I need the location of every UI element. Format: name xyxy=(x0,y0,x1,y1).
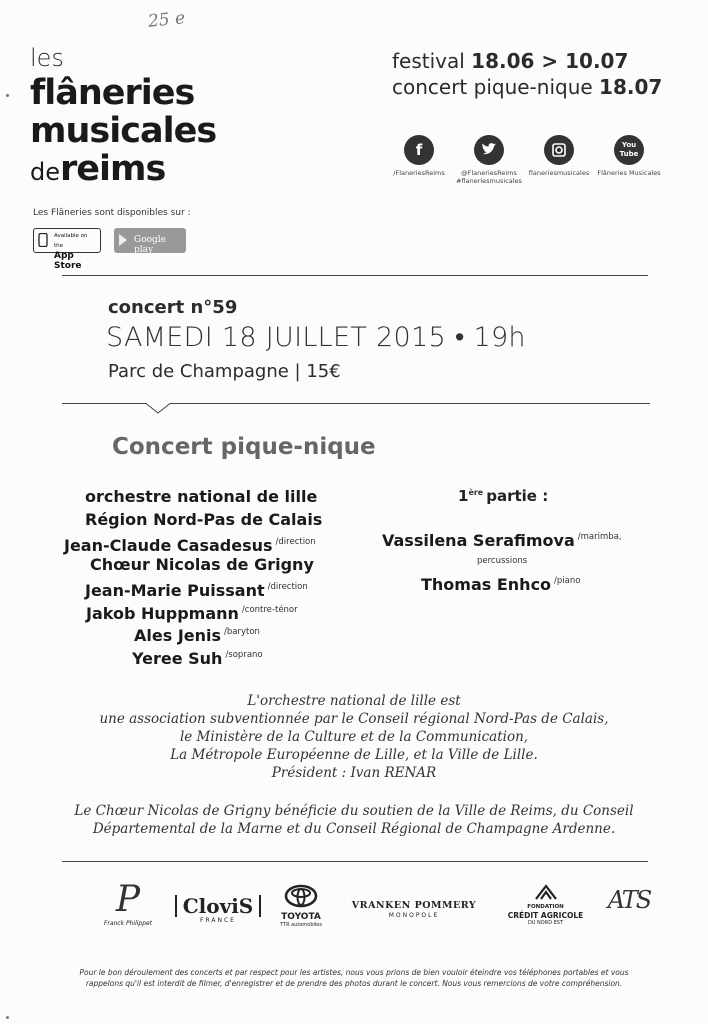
philippet-monogram: P xyxy=(115,879,141,920)
philippet-name: Franck Philippet xyxy=(103,920,153,927)
facebook-icon: f xyxy=(404,135,434,165)
festival-label: festival xyxy=(392,49,472,73)
festival-line xyxy=(392,48,662,74)
credit-line: Président : Ivan RENAR xyxy=(271,765,437,781)
credits-orchestre xyxy=(40,692,668,782)
performer-name: Yeree Suh xyxy=(132,648,223,668)
google-play-badge[interactable] xyxy=(114,228,186,253)
toyota-sub: TTR automobiles xyxy=(280,922,322,928)
credit-line: La Métropole Européenne de Lille, et la Ville de Lille. xyxy=(170,747,538,763)
credit-line: le Ministère de la Culture et de la Communication, xyxy=(179,729,529,745)
performer-role: /contre-ténor xyxy=(241,604,298,615)
performer-row xyxy=(30,621,375,644)
concert-number: concert n°59 xyxy=(108,297,238,318)
first-part-text: partie : xyxy=(486,487,549,505)
sponsor-toyota-logo xyxy=(270,884,332,928)
credit-line: L'orchestre national de lille est xyxy=(247,693,461,709)
handwritten-note: 25 e xyxy=(147,8,187,32)
performer-row xyxy=(30,509,375,532)
festival-dates xyxy=(392,48,662,100)
performer-name: Jean-Claude Casadesus xyxy=(64,536,273,555)
performer-row xyxy=(30,554,375,577)
twitter-label: @FlaneriesReims #flaneriesmusicales xyxy=(456,169,522,185)
performer-name: Région Nord-Pas de Calais xyxy=(85,509,323,529)
sponsor-philippet-logo xyxy=(98,880,158,927)
first-part-label xyxy=(458,487,548,505)
ats-name: ATS xyxy=(607,886,651,914)
cagri-sub: DU NORD EST xyxy=(527,920,564,926)
logo-musicales: musicales xyxy=(30,111,217,151)
performer-name: orchestre national de lille xyxy=(85,487,318,506)
clovis-sub: FRANCE xyxy=(200,917,236,924)
performer-row xyxy=(30,531,375,554)
performer-role: /direction xyxy=(267,582,308,592)
instagram-label: flaneriesmusicales xyxy=(528,169,590,177)
notice-line: rappelons qu'il est interdit de filmer, d'enregistrer et de prendre des photos durant le concert. Nous vous remercions de votre compréhension. xyxy=(85,979,623,988)
logo-flaneries: flâneries xyxy=(30,73,195,113)
divider-top xyxy=(62,275,648,276)
concert-title: Concert pique-nique xyxy=(112,434,376,460)
performer-name: Chœur Nicolas de Grigny xyxy=(90,554,314,574)
youtube-label: Flâneries Musicales xyxy=(597,169,661,177)
vranken-name: VRANKEN POMMERY xyxy=(351,900,477,911)
concert-date: SAMEDI 18 JUILLET 2015 • 19h xyxy=(106,322,526,353)
logo-de-reims xyxy=(30,150,165,191)
first-part-sup: ère xyxy=(468,488,484,497)
first-part-number: 1 xyxy=(458,487,469,505)
vranken-sub: MONOPOLE xyxy=(388,912,440,919)
app-availability-text: Les Flâneries sont disponibles sur : xyxy=(33,208,191,218)
credit-line: Le Chœur Nicolas de Grigny bénéficie du soutien de la Ville de Reims, du Conseil xyxy=(74,803,634,819)
performer-role: /direction xyxy=(275,537,316,547)
picnic-label: concert pique-nique xyxy=(392,75,600,99)
facebook-label: /FlaneriesReims xyxy=(393,169,445,177)
performer-row xyxy=(30,486,375,509)
performer-name: Thomas Enhco xyxy=(421,575,552,594)
credits-choeur xyxy=(40,802,668,838)
first-part-performer-1 xyxy=(382,531,622,550)
performer-role: /marimba, xyxy=(577,532,622,542)
performer-row xyxy=(30,599,375,622)
performer-name: Jean-Marie Puissant xyxy=(85,581,265,600)
divider-notch xyxy=(62,398,650,418)
social-youtube[interactable] xyxy=(589,135,669,177)
toyota-emblem-icon xyxy=(284,884,318,908)
cagri-top: FONDATION xyxy=(527,904,564,910)
youtube-icon: You Tube xyxy=(614,135,644,165)
google-play-label: Google play xyxy=(134,235,166,255)
twitter-icon xyxy=(474,135,504,165)
notice-line: Pour le bon déroulement des concerts et par respect pour les artistes, nous vous prions de bien vouloir éteindre vos téléphones portables et vous xyxy=(79,968,629,977)
scan-speck xyxy=(6,1016,9,1019)
credit-line: une association subventionnée par le Conseil régional Nord-Pas de Calais, xyxy=(99,711,609,727)
performer-name: Jakob Huppmann xyxy=(86,603,239,623)
picnic-date: 18.07 xyxy=(599,75,663,99)
performer-role: /baryton xyxy=(224,627,260,637)
credit-line: Départemental de la Marne et du Conseil Régional de Champagne Ardenne. xyxy=(92,821,616,837)
app-store-label: App Store xyxy=(54,251,82,271)
concert-place-price: Parc de Champagne | 15€ xyxy=(108,361,341,382)
instagram-icon xyxy=(544,135,574,165)
performer-row xyxy=(30,576,375,599)
performers-list xyxy=(30,486,375,666)
performer-name: Ales Jenis xyxy=(134,626,222,645)
logo-reims: reims xyxy=(60,149,166,189)
performer-role: /soprano xyxy=(225,649,263,660)
sponsor-credit-agricole-logo xyxy=(498,884,593,926)
sponsor-ats-logo xyxy=(606,882,652,918)
clovis-name: CloviS xyxy=(175,895,261,917)
first-part-performer-2 xyxy=(421,575,580,594)
divider-bottom xyxy=(62,861,648,862)
toyota-name: TOYOTA xyxy=(281,912,321,922)
performer-role: /piano xyxy=(554,576,581,586)
sponsor-vranken-logo xyxy=(348,900,480,919)
festival-period: 18.06 > 10.07 xyxy=(471,49,629,73)
sponsor-clovis-logo xyxy=(175,895,261,924)
first-part-role-cont: percussions xyxy=(477,556,528,566)
social-instagram[interactable] xyxy=(519,135,599,177)
social-facebook[interactable] xyxy=(379,135,459,177)
bottom-notice xyxy=(40,967,668,989)
performer-row xyxy=(30,644,375,667)
fondation-emblem-icon xyxy=(534,884,558,900)
play-icon xyxy=(118,233,128,247)
phone-icon xyxy=(38,233,48,247)
performer-name: Vassilena Serafimova xyxy=(382,531,575,550)
cagri-name: CRÉDIT AGRICOLE xyxy=(507,911,584,920)
logo-de: de xyxy=(30,158,60,186)
social-twitter[interactable] xyxy=(449,135,529,185)
scan-speck xyxy=(6,94,9,97)
app-store-badge[interactable] xyxy=(33,228,101,271)
app-store-small-text: Available on the xyxy=(54,233,88,249)
logo-les: les xyxy=(30,44,64,72)
picnic-line xyxy=(392,74,662,100)
